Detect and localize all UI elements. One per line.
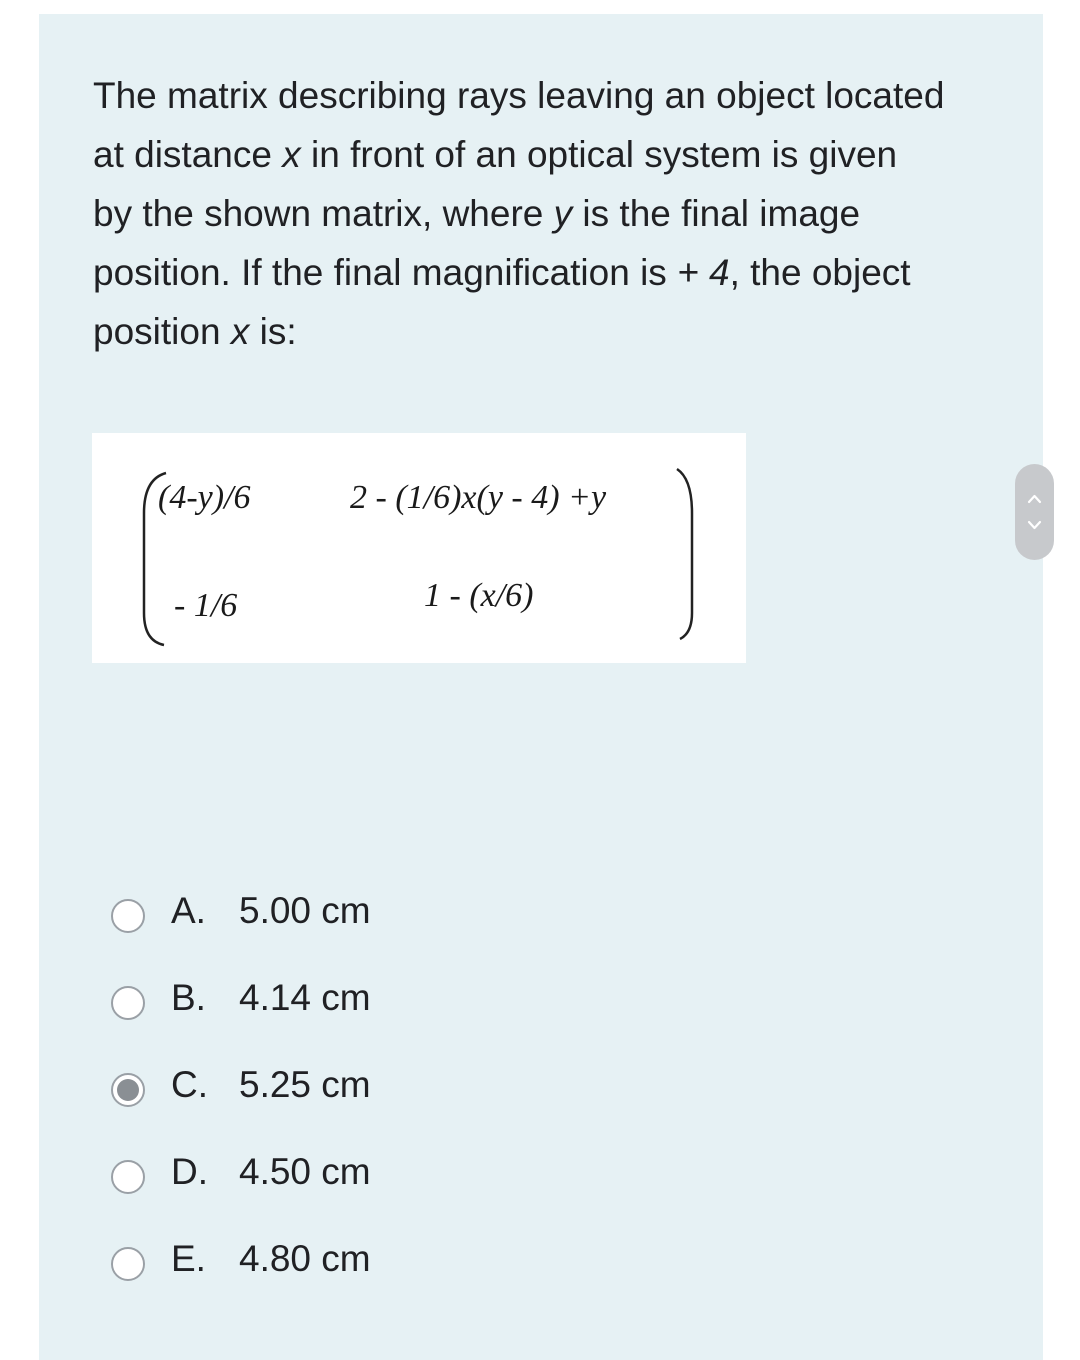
variable-x: x: [282, 134, 301, 175]
radio-button[interactable]: [111, 986, 145, 1020]
option-label[interactable]: 5.00 cm: [239, 890, 371, 931]
chevron-down-icon[interactable]: [1029, 522, 1040, 528]
option-e[interactable]: [111, 1236, 511, 1323]
matrix-brackets: [92, 433, 746, 663]
option-label[interactable]: 4.50 cm: [239, 1151, 371, 1192]
question-text-segment: position: [93, 311, 231, 352]
question-text-segment: is:: [249, 311, 297, 352]
question-text-segment: is the final image: [572, 193, 861, 234]
question-card: [39, 14, 1043, 1360]
question-text-segment: The matrix describing rays leaving an object located: [93, 75, 945, 116]
option-label[interactable]: 4.80 cm: [239, 1238, 371, 1279]
radio-button[interactable]: [111, 1247, 145, 1281]
question-text-segment: in front of an optical system is given: [300, 134, 898, 175]
variable-x: x: [230, 311, 250, 352]
question-line: [93, 66, 1013, 125]
scroll-handle[interactable]: [1015, 464, 1054, 560]
question-text: [93, 66, 1013, 361]
matrix-a22: 1 - (x/6): [424, 577, 534, 614]
question-line: [93, 302, 1013, 361]
option-letter: C.: [171, 1064, 208, 1105]
matrix-a11: (4-y)/6: [158, 479, 251, 516]
option-d[interactable]: [111, 1149, 511, 1236]
radio-button[interactable]: [111, 1160, 145, 1194]
option-c[interactable]: [111, 1062, 511, 1149]
option-a[interactable]: [111, 888, 511, 975]
option-b[interactable]: [111, 975, 511, 1062]
radio-button-selected[interactable]: [111, 1073, 145, 1107]
matrix-a12: 2 - (1/6)x(y - 4) +y: [350, 479, 607, 516]
question-text-segment: at distance: [93, 134, 283, 175]
option-letter: B.: [171, 977, 206, 1018]
question-line: [93, 243, 1013, 302]
option-label[interactable]: 4.14 cm: [239, 977, 371, 1018]
question-text-segment: , the object: [729, 252, 911, 293]
question-line: [93, 184, 1013, 243]
matrix-a21: - 1/6: [174, 587, 238, 624]
variable-y: y: [553, 193, 573, 234]
answer-options: [111, 888, 511, 1323]
option-letter: E.: [171, 1238, 206, 1279]
matrix-image: [92, 433, 746, 663]
option-letter: A.: [171, 890, 206, 931]
question-text-segment: by the shown matrix, where: [93, 193, 554, 234]
question-line: [93, 125, 1013, 184]
radio-button[interactable]: [111, 899, 145, 933]
question-text-segment: position. If the final magnification is: [93, 252, 678, 293]
chevron-up-icon[interactable]: [1029, 496, 1040, 502]
option-letter: D.: [171, 1151, 208, 1192]
option-label[interactable]: 5.25 cm: [239, 1064, 371, 1105]
magnification-value: + 4: [677, 252, 730, 293]
